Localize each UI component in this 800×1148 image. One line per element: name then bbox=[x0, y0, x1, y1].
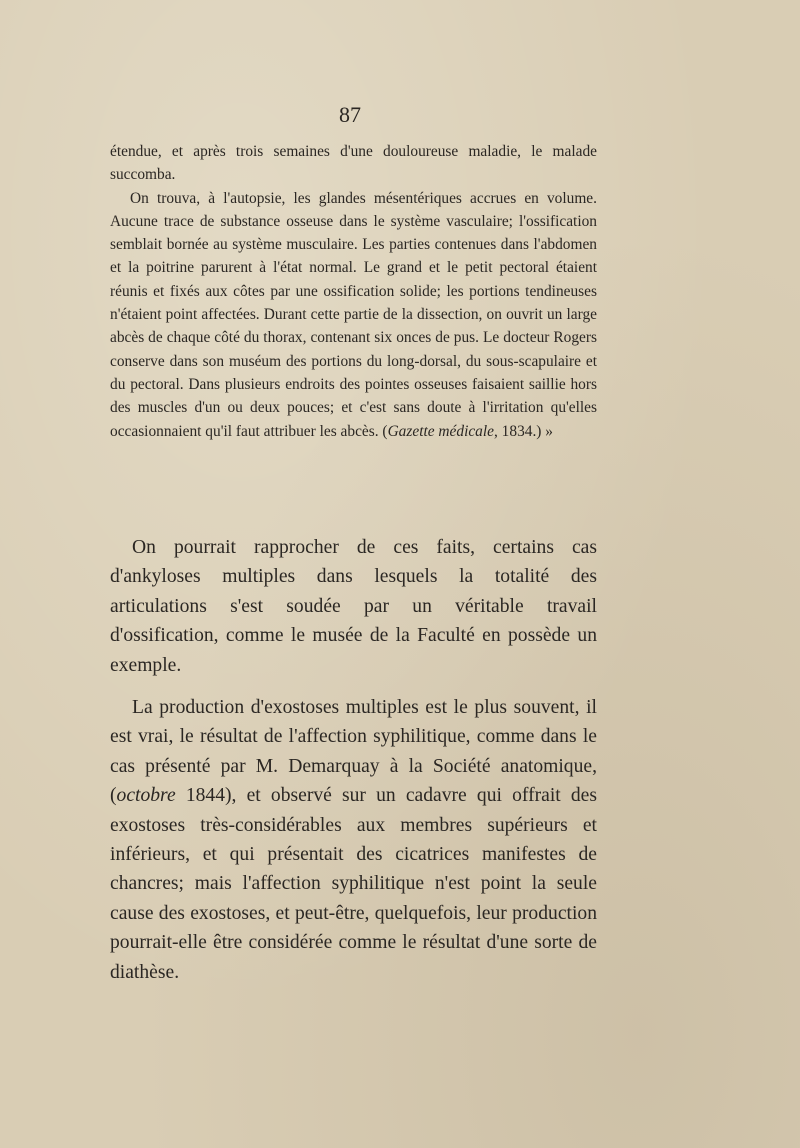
quote-paragraph-1: étendue, et après trois semaines d'une douloureuse maladie, le malade succomba. bbox=[110, 143, 597, 184]
page-number: 87 bbox=[339, 102, 361, 127]
quote-paragraph-2-text: On trouva, à l'autopsie, les glandes mésentériques accrues en volume. Aucune trace de substance osseuse dans le système vasculaire; l'ossification semblait bornée au système musculaire. Les parties contenues dans l'abdomen et la poitrine parurent à l'état normal. Le grand et le petit pectoral étaient réunis et fixés aux côtes par une ossification solide; les portions tendineuses n'étaient point affectées. Durant cette partie de la dissection, on ouvrit un large abcès de chaque côté du thorax, contenant six onces de pus. Le docteur Rogers conserve dans son muséum des portions du long-dorsal, du sous-scapulaire et du pectoral. Dans plusieurs endroits des pointes osseuses faisaient saillie hors des muscles d'un ou deux pouces; et c'est sans doute à l'irritation qu'elles occasionnaient qu'il faut attribuer les abcès. ( bbox=[110, 189, 597, 440]
body-paragraph-2 bbox=[110, 693, 597, 987]
body-paragraph-2-end: 1844), et observé sur un cadavre qui offrait des exostoses très-considérables aux membres supérieurs et inférieurs, et qui présentait des cicatrices manifestes de chancres; mais l'affection syphilitique n'est point la seule cause des exostoses, et peut-être, quelquefois, leur production pourrait-elle être considérée comme le résultat d'une sorte de diathèse. bbox=[110, 785, 597, 983]
body-paragraph-1: On pourrait rapprocher de ces faits, certains cas d'ankyloses multiples dans lesquels la totalité des articulations s'est soudée par un véritable travail d'ossification, comme le musée de la Faculté en possède un exemple. bbox=[110, 537, 597, 676]
date-month: octobre bbox=[116, 785, 176, 807]
body-paragraph-2-start: La production d'exostoses multiples est le plus souvent, il est vrai, le résultat de l'affection syphilitique, comme dans le cas présenté par M. Demarquay à la Société anatomique, ( bbox=[110, 697, 597, 807]
quote-paragraph-2 bbox=[110, 187, 597, 443]
citation-journal: Gazette médicale bbox=[387, 422, 494, 440]
main-text bbox=[110, 533, 597, 987]
quoted-case-report bbox=[110, 140, 597, 443]
citation-year: , 1834.) » bbox=[493, 422, 553, 440]
